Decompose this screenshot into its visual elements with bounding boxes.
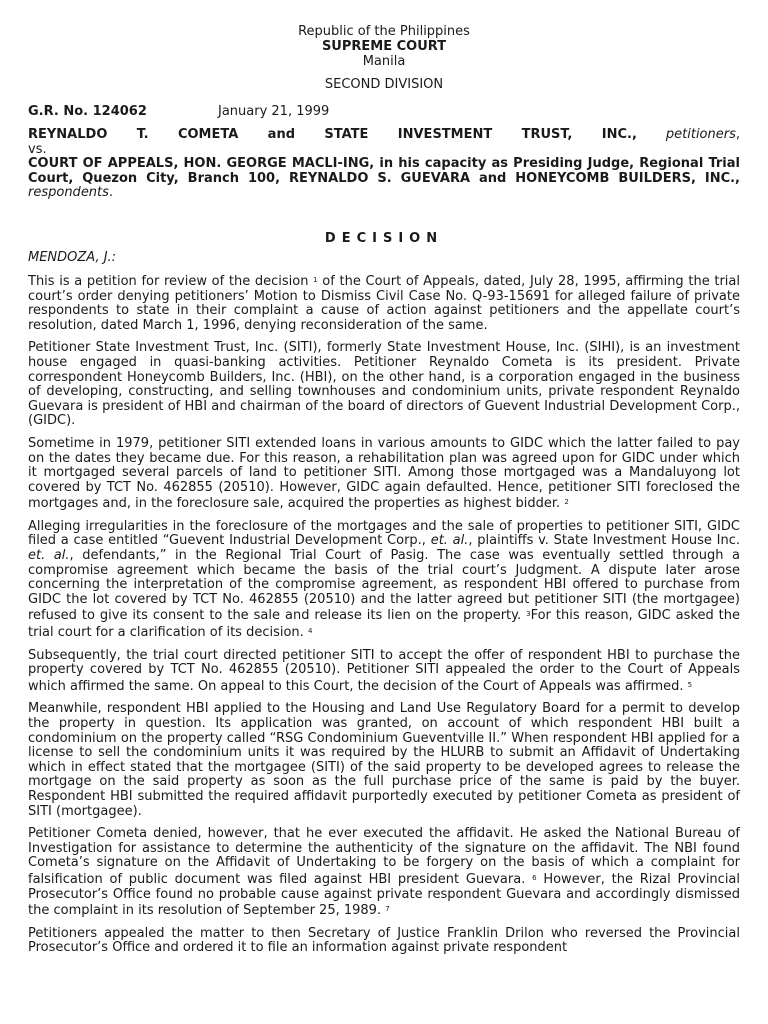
- decision-title: DECISION: [324, 230, 444, 246]
- division-line: SECOND DIVISION: [324, 77, 444, 92]
- footnote-2[interactable]: 2: [564, 498, 569, 507]
- republic-line: Republic of the Philippines: [298, 24, 470, 39]
- paragraph-6: Meanwhile, respondent HBI applied to the Housing and Land Use Regulatory Board for a permit to develop the property in question. Its application was granted, on account of which respondent HBI built a condominium on the property called “RSG Condominium Gueventville II.” When respondent HBI applied for a license to sell the condominium units it was required by the HLURB to submit an Affidavit of Undertaking which in effect stated that the mortgagee (SITI) of the said property to be developed agrees to release the mortgage on the said property as soon as the full purchase price of the same is paid by the buyer. Respondent HBI submitted the required affidavit purportedly executed by petitioner Cometa as president of SITI (mortgagee).: [28, 701, 740, 819]
- paragraph-8: Petitioners appealed the matter to then Secretary of Justice Franklin Drilon who reversed the Provincial Prosecutor’s Office and ordered it to file an information against private respondent: [28, 925, 740, 956]
- p4-text-d: For this reason, GIDC asked the trial court for a clarification of its decision.: [28, 608, 741, 641]
- footnote-4[interactable]: 4: [307, 627, 313, 636]
- case-parties: [28, 128, 740, 201]
- document-header: [28, 24, 740, 92]
- p1-text-a: This is a petition for review of the decision: [28, 273, 309, 289]
- p3-text: Sometime in 1979, petitioner SITI extended loans in various amounts to GIDC which the latter failed to pay on the dates they became due. For this reason, a rehabilitation plan was agreed upon for GIDC under which it mortgaged several parcels of land to petitioner SITI. Among those mortgaged was a Mandaluyong lot covered by TCT No. 462855 (20510). However, GIDC again defaulted. Hence, petitioner SITI foreclosed the mortgages and, in the foreclosure sale, acquired the properties as highest bidder.: [28, 435, 740, 512]
- footnote-1[interactable]: 1: [313, 275, 318, 284]
- p4-text-b: , plaintiffs v. State Investment House Inc.: [468, 533, 741, 549]
- versus-label: vs.: [28, 141, 47, 157]
- petitioners-names: REYNALDO T. COMETA and STATE INVESTMENT TRUST, INC.,: [28, 127, 637, 142]
- p1-text-b: of the Court of Appeals, dated, July 28, 1995, affirming the trial court’s order denying petitioners’ Motion to Dismiss Civil Case No. Q-93-15691 for alleged failure of private respondents to state in their complaint a cause of action against petitioners and the appellate court’s resolution, dated March 1, 1996, denying reconsideration of the same.: [28, 273, 740, 333]
- petitioners-role: petitioners: [665, 127, 736, 142]
- respondents-block: COURT OF APPEALS, HON. GEORGE MACLI-ING, in his capacity as Presiding Judge, Regional Trial Court, Quezon City, Branch 100, REYNALDO S. GUEVARA and HONEYCOMB BUILDERS, INC., respondents.: [28, 156, 740, 201]
- case-date: January 21, 1999: [218, 104, 330, 119]
- document-page: [28, 0, 740, 956]
- paragraph-3: [28, 437, 740, 512]
- petitioners-line: REYNALDO T. COMETA and STATE INVESTMENT TRUST, INC., petitioners,: [28, 127, 741, 142]
- footnote-7[interactable]: 7: [385, 905, 390, 914]
- respondents-names: COURT OF APPEALS, HON. GEORGE MACLI-ING, in his capacity as Presiding Judge, Regional Trial Court, Quezon City, Branch 100, REYNALDO S. GUEVARA and HONEYCOMB BUILDERS, INC.,: [28, 156, 740, 186]
- paragraph-4: [28, 520, 740, 641]
- et-al-2: et. al.: [28, 548, 70, 564]
- p7-text-b: However, the Rizal Provincial Prosecutor’s Office found no probable cause against private respondent Guevara and accordingly dismissed the complaint in its resolution of September 25, 1989.: [28, 871, 741, 919]
- respondents-role: respondents: [28, 185, 109, 201]
- court-name: SUPREME COURT: [321, 39, 447, 54]
- paragraph-2: Petitioner State Investment Trust, Inc. (SITI), formerly State Investment House, Inc. (SIHI), is an investment house engaged in quasi-banking activities. Petitioner Reynaldo Cometa is its president. Private correspondent Honeycomb Builders, Inc. (HBI), on the other hand, is a corporation engaged in the business of developing, constructing, and selling townhouses and condominium units, private respondent Reynaldo Guevara is president of HBI and chairman of the board of directors of Guevent Industrial Development Corp., (GIDC).: [28, 340, 740, 429]
- p4-text-c: , defendants,” in the Regional Trial Court of Pasig. The case was eventually settled through a compromise agreement which became the basis of the trial court’s Judgment. A dispute later arose concerning the interpretation of the compromise agreement, as respondent HBI offered to purchase from GIDC the lot covered by TCT No. 462855 (20510) and the latter agreed but petitioner SITI (the mortgagee) refused to give its consent to the sale and release its lien on the property.: [28, 548, 740, 624]
- footnote-3[interactable]: 3: [526, 610, 531, 619]
- et-al-1: et. al.: [430, 533, 469, 549]
- footnote-5[interactable]: 5: [687, 680, 693, 689]
- case-number-row: [28, 104, 740, 120]
- footnote-6[interactable]: 6: [532, 873, 537, 882]
- p4-text-a: Alleging irregularities in the foreclosure of the mortgages and the sale of properties to petitioner SITI, GIDC filed a case entitled “Guevent Industrial Development Corp.,: [28, 518, 740, 549]
- paragraph-1: [28, 273, 740, 333]
- gr-number: G.R. No. 124062: [28, 104, 147, 119]
- ponente: MENDOZA, J.:: [28, 249, 117, 265]
- paragraph-7: [28, 827, 740, 919]
- paragraph-5: [28, 649, 740, 695]
- p7-text-a: Petitioner Cometa denied, however, that he ever executed the affidavit. He asked the National Bureau of Investigation for assistance to determine the authenticity of the signature on the affidavit. The NBI found Cometa’s signature on the Affidavit of Undertaking to be forgery on the basis of which a complaint for falsification of public document was filed against HBI president Guevara.: [28, 826, 740, 887]
- p5-text: Subsequently, the trial court directed petitioner SITI to accept the offer of respondent HBI to purchase the property covered by TCT No. 462855 (20510). Petitioner SITI appealed the order to the Court of Appeals which affirmed the same. On appeal to this Court, the decision of the Court of Appeals was affirmed.: [28, 647, 740, 694]
- city-line: Manila: [362, 54, 406, 69]
